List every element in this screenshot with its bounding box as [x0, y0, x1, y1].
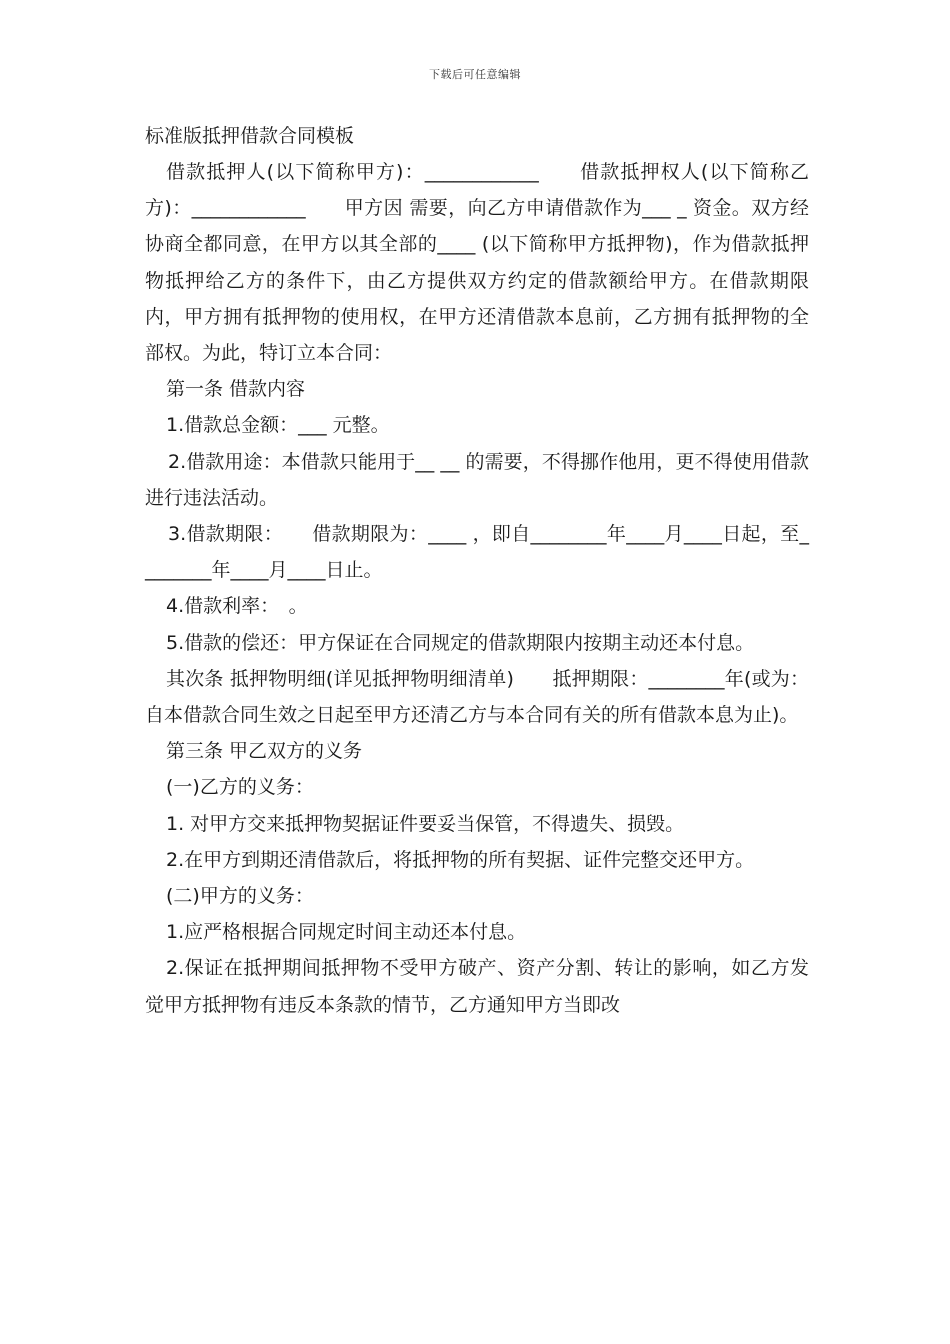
clause-1-5: 5.借款的偿还：甲方保证在合同规定的借款期限内按期主动还本付息。 [166, 631, 755, 654]
clause-1-3: 3.借款期限： 借款期限为：____ ，即自________年____月____日起，至________年____月____日止。 [145, 523, 809, 582]
clause-1-4: 4.借款利率： 。 [166, 595, 308, 618]
paragraph-preamble: 借款抵押人(以下简称甲方)：____________ 借款抵押权人(以下简称乙方)：____________ 甲方因 需要，向乙方申请借款作为___ _ 资金。双方经协商全都同意，在甲方以其全部的____ (以下简称甲方抵押物)，作为借款抵押物抵押给乙方的条件下，由乙方提供双方约定的借款额给甲方。在借款期限内，甲方拥有抵押物的使用权，在甲方还清借款本息前，乙方拥有抵押物的全部权。为此，特订立本合同： [145, 161, 809, 365]
document-title: 标准版抵押借款合同模板 [145, 125, 355, 147]
clause-1-1: 1.借款总金额：___ 元整。 [166, 414, 390, 437]
document-body [145, 118, 809, 1023]
section-heading-3: 第三条 甲乙双方的义务 [166, 740, 363, 763]
clause-3-a-1: 1.应严格根据合同规定时间主动还本付息。 [166, 921, 527, 944]
clause-3-a-2: 2.保证在抵押期间抵押物不受甲方破产、资产分割、转让的影响，如乙方发觉甲方抵押物有违反本条款的情节，乙方通知甲方当即改 [145, 957, 809, 1016]
section-heading-2: 其次条 抵押物明细(详见抵押物明细清单) 抵押期限：________年(或为：自本借款合同生效之日起至甲方还清乙方与本合同有关的所有借款本息为止)。 [145, 667, 809, 727]
section-heading-1: 第一条 借款内容 [166, 378, 306, 401]
page-header-note: 下载后可任意编辑 [429, 68, 521, 81]
subsection-party-a: (二)甲方的义务： [166, 885, 314, 908]
clause-1-2: 2.借款用途：本借款只能用于__ __ 的需要，不得挪作他用，更不得使用借款进行违法活动。 [145, 450, 809, 509]
clause-3-b-2: 2.在甲方到期还清借款后，将抵押物的所有契据、证件完整交还甲方。 [166, 848, 755, 871]
subsection-party-b: (一)乙方的义务： [166, 776, 314, 799]
clause-3-b-1: 1. 对甲方交来抵押物契据证件要妥当保管，不得遗失、损毁。 [166, 812, 685, 835]
